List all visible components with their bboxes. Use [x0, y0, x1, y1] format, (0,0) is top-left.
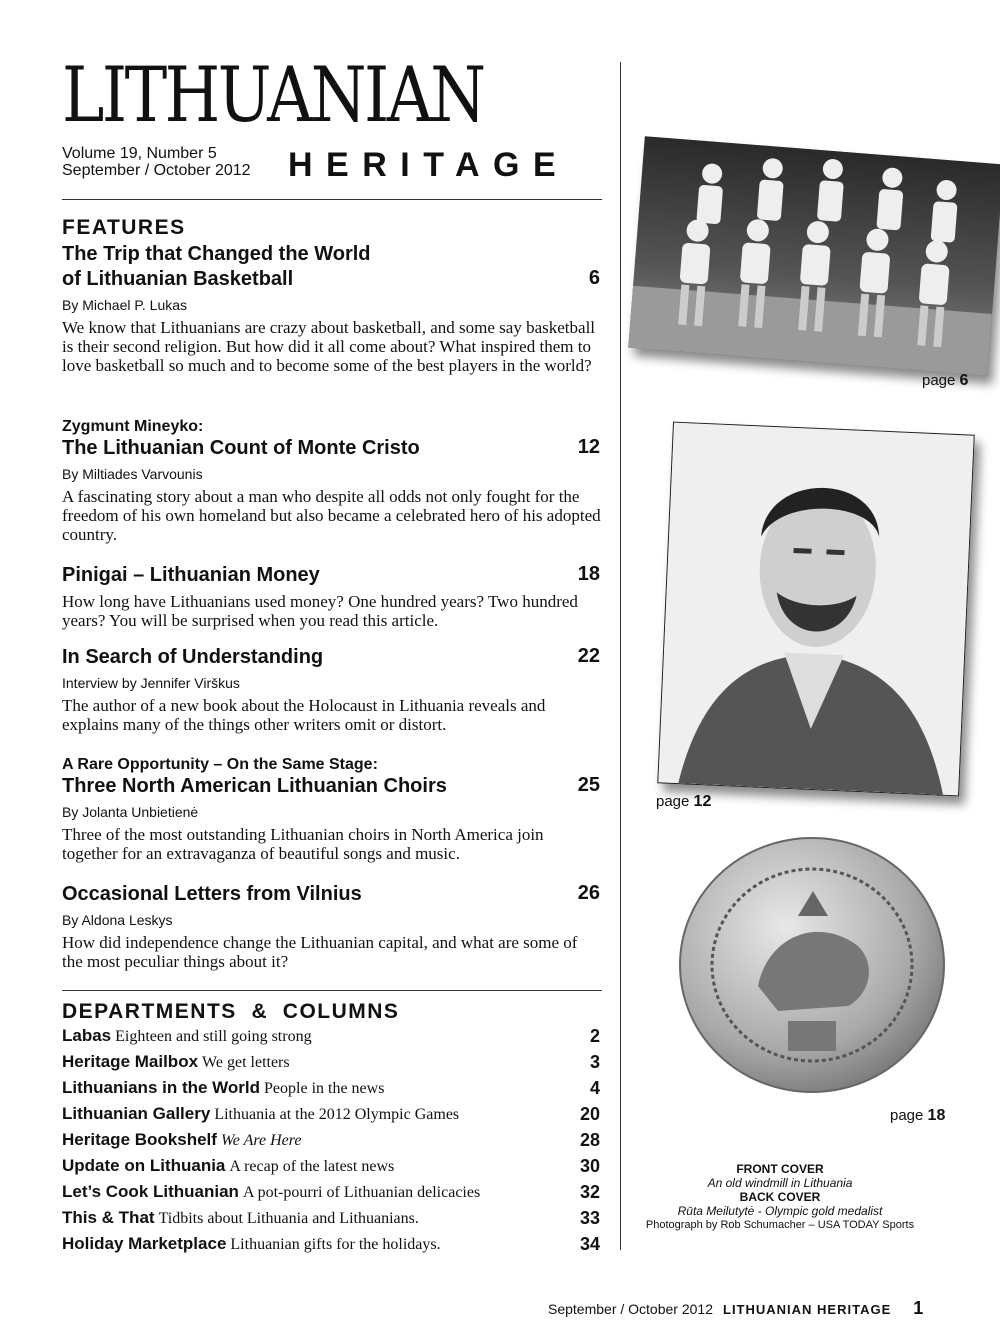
- department-row[interactable]: Update on Lithuania A recap of the latest news 30: [62, 1156, 600, 1176]
- department-row[interactable]: This & That Tidbits about Lithuania and Lithuanians. 33: [62, 1208, 600, 1228]
- mineyko-portrait-image: [658, 423, 973, 796]
- portrait-photo[interactable]: [657, 422, 975, 797]
- footer-page-number: 1: [913, 1298, 924, 1318]
- footer-publication: LITHUANIAN HERITAGE: [723, 1302, 892, 1317]
- feature-description: Three of the most outstanding Lithuanian choirs in North America join together for an extravaganza of beautiful songs and music.: [62, 825, 544, 863]
- divider: [62, 199, 602, 200]
- photo-caption-basketball: page 6: [922, 372, 969, 389]
- front-cover-label: FRONT COVER: [736, 1162, 824, 1176]
- feature-byline: By Aldona Leskys: [62, 912, 173, 928]
- cover-credits: [640, 1162, 920, 1232]
- feature-title[interactable]: The Trip that Changed the World of Lithuanian Basketball: [62, 243, 371, 290]
- department-row[interactable]: Let’s Cook Lithuanian A pot-pourri of Lithuanian delicacies 32: [62, 1182, 600, 1202]
- back-cover-label: BACK COVER: [739, 1190, 821, 1204]
- feature-description: How did independence change the Lithuanian capital, and what are some of the most peculiar things about it?: [62, 933, 578, 971]
- feature-title[interactable]: In Search of Understanding: [62, 646, 324, 668]
- feature-mineyko[interactable]: [62, 418, 602, 544]
- issue-info: [62, 145, 251, 179]
- department-row[interactable]: Heritage Bookshelf We Are Here 28: [62, 1130, 600, 1150]
- grossus-coin-image: [678, 836, 946, 1094]
- feature-basketball[interactable]: [62, 242, 602, 375]
- feature-description: The author of a new book about the Holocaust in Lithuania reveals and explains many of the things other writers omit or distort.: [62, 696, 546, 734]
- feature-pinigai[interactable]: [62, 563, 602, 630]
- department-row[interactable]: Holiday Marketplace Lithuanian gifts for the holidays. 34: [62, 1234, 600, 1254]
- departments-heading: DEPARTMENTS & COLUMNS: [62, 1000, 400, 1023]
- divider: [62, 990, 602, 991]
- feature-page-number: 22: [577, 645, 600, 667]
- coin-photo[interactable]: [678, 836, 946, 1094]
- feature-kicker: A Rare Opportunity – On the Same Stage:: [62, 756, 378, 773]
- volume-number: Volume 19, Number 5: [62, 145, 217, 162]
- feature-page-number: 26: [577, 882, 600, 904]
- feature-title[interactable]: The Lithuanian Count of Monte Cristo: [62, 437, 420, 459]
- feature-byline: By Miltiades Varvounis: [62, 466, 203, 482]
- photo-caption-portrait: page 12: [656, 793, 712, 810]
- feature-title[interactable]: Occasional Letters from Vilnius: [62, 883, 362, 905]
- basketball-team-photo[interactable]: [628, 136, 1000, 376]
- feature-byline: By Jolanta Unbietienė: [62, 804, 199, 820]
- feature-page-number: 25: [577, 774, 600, 796]
- departments-list: [62, 1024, 602, 1258]
- front-cover-description: An old windmill in Lithuania: [707, 1176, 853, 1190]
- features-heading: FEATURES: [62, 216, 186, 239]
- masthead-subtitle: HERITAGE: [288, 146, 570, 184]
- department-row[interactable]: Lithuanian Gallery Lithuania at the 2012 Olympic Games 20: [62, 1104, 600, 1124]
- feature-understanding[interactable]: [62, 645, 602, 734]
- photo-credit: Photograph by Rob Schumacher – USA TODAY Sports: [645, 1219, 915, 1231]
- feature-title[interactable]: Pinigai – Lithuanian Money: [62, 564, 320, 586]
- masthead-title: LITHUANIAN: [62, 50, 484, 139]
- page-footer: [548, 1298, 923, 1319]
- feature-choirs[interactable]: [62, 756, 602, 863]
- department-row[interactable]: Heritage Mailbox We get letters 3: [62, 1052, 600, 1072]
- footer-date: September / October 2012: [548, 1301, 713, 1317]
- feature-title[interactable]: Three North American Lithuanian Choirs: [62, 775, 447, 797]
- basketball-team-image: [628, 136, 1000, 376]
- issue-date: September / October 2012: [62, 162, 251, 179]
- department-row[interactable]: Lithuanians in the World People in the news 4: [62, 1078, 600, 1098]
- department-row[interactable]: Labas Eighteen and still going strong 2: [62, 1026, 600, 1046]
- feature-kicker: Zygmunt Mineyko:: [62, 418, 204, 435]
- back-cover-description: Rūta Meilutytė - Olympic gold medalist: [677, 1204, 883, 1218]
- feature-page-number: 12: [577, 436, 600, 458]
- feature-byline: By Michael P. Lukas: [62, 297, 188, 313]
- feature-description: A fascinating story about a man who despite all odds not only fought for the freedom of his own homeland but also became a celebrated hero of his adopted country.: [62, 487, 601, 544]
- photo-caption-coin: page 18: [890, 1107, 946, 1124]
- feature-description: We know that Lithuanians are crazy about basketball, and some say basketball is their second religion. But how did it all come about? What inspired them to love basketball so much and to become some of the best players in the world?: [62, 318, 596, 375]
- feature-byline: Interview by Jennifer Virškus: [62, 675, 240, 691]
- feature-page-number: 6: [588, 267, 600, 289]
- feature-description: How long have Lithuanians used money? One hundred years? Two hundred years? You will be surprised when you read this article.: [62, 592, 578, 630]
- feature-vilnius[interactable]: [62, 882, 602, 971]
- column-divider: [620, 62, 621, 1250]
- feature-page-number: 18: [577, 563, 600, 585]
